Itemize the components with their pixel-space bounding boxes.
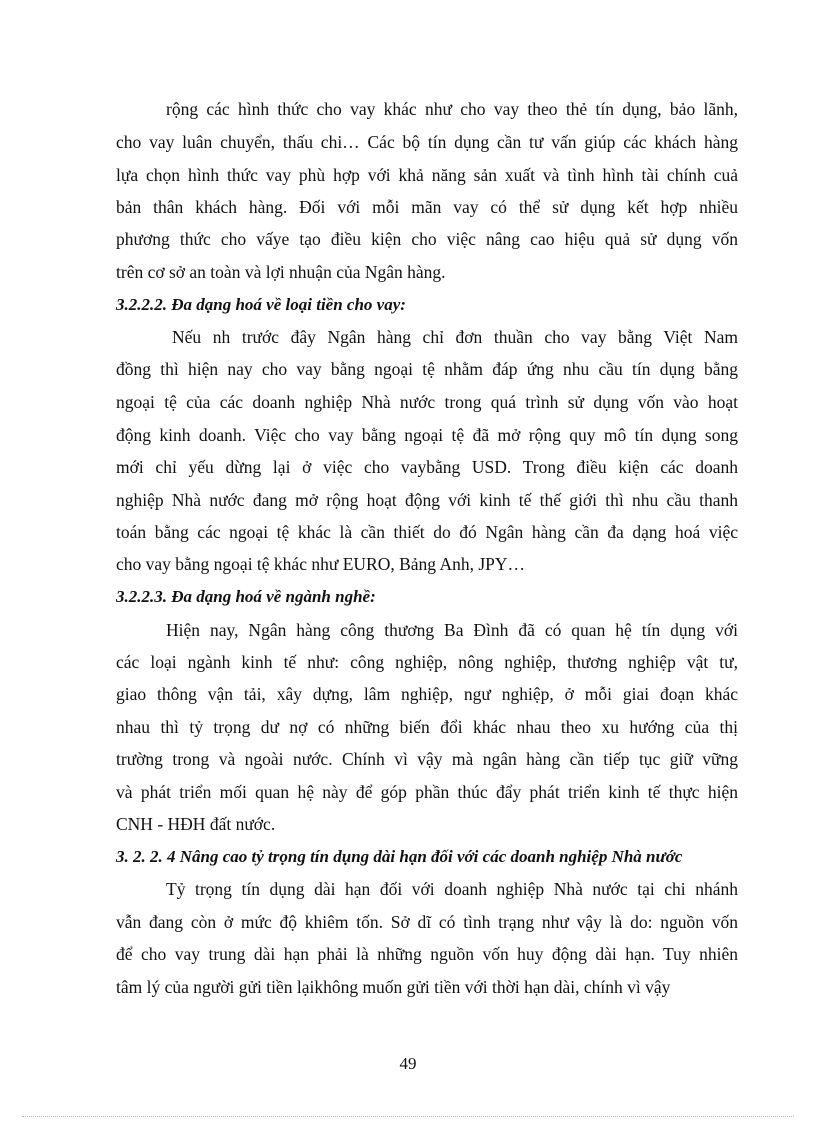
paragraph-line: toán bằng các ngoại tệ khác là cần thiết do đó Ngân hàng cần đa dạng hoá việc	[116, 522, 738, 542]
section-heading-3-2-2-3: 3.2.2.3. Đa dạng hoá về ngành nghề:	[116, 587, 376, 606]
paragraph-line: trường trong và ngoài nước. Chính vì vậy mà ngân hàng cần tiếp tục giữ vững	[116, 749, 738, 769]
paragraph-line: rộng các hình thức cho vay khác như cho vay theo thẻ tín dụng, bảo lãnh,	[166, 99, 738, 119]
paragraph-line: trên cơ sở an toàn và lợi nhuận của Ngân hàng.	[116, 262, 446, 282]
footer-divider	[22, 1116, 794, 1117]
paragraph-line: Tỷ trọng tín dụng dài hạn đối với doanh nghiệp Nhà nước tại chi nhánh	[166, 879, 738, 899]
section-heading-3-2-2-2: 3.2.2.2. Đa dạng hoá về loại tiền cho vay:	[116, 295, 406, 314]
paragraph-line: cho vay luân chuyển, thấu chi… Các bộ tín dụng cần tư vấn giúp các khách hàng	[116, 132, 738, 152]
paragraph-line: lựa chọn hình thức vay phù hợp với khả năng sản xuất và tình hình tài chính cuả	[116, 165, 738, 185]
paragraph-line: ngoại tệ của các doanh nghiệp Nhà nước trong quá trình sử dụng vốn vào hoạt	[116, 392, 738, 412]
paragraph-line: và phát triển mối quan hệ này để góp phần thúc đẩy phát triển kinh tế thực hiện	[116, 782, 738, 802]
page-number: 49	[399, 1054, 417, 1073]
paragraph-line: đồng thì hiện nay cho vay bằng ngoại tệ nhằm đáp ứng nhu cầu tín dụng bằng	[116, 359, 738, 379]
paragraph-line: vẫn đang còn ở mức độ khiêm tốn. Sở dĩ có tình trạng như vậy là do: nguồn vốn	[116, 912, 738, 932]
section-heading-3-2-2-4: 3. 2. 2. 4 Nâng cao tỷ trọng tín dụng dài hạn đối với các doanh nghiệp Nhà nước	[116, 847, 683, 866]
paragraph-line: Hiện nay, Ngân hàng công thương Ba Đình đã có quan hệ tín dụng với	[166, 620, 738, 640]
paragraph-line: mới chỉ yếu dừng lại ở việc cho vaybằng USD. Trong điều kiện các doanh	[116, 457, 738, 477]
paragraph-line: cho vay bằng ngoại tệ khác như EURO, Bảng Anh, JPY…	[116, 554, 526, 574]
paragraph-line: để cho vay trung dài hạn phải là những nguồn vốn huy động dài hạn. Tuy nhiên	[116, 944, 738, 964]
paragraph-line: phương thức cho vấye tạo điều kiện cho việc nâng cao hiệu quả sử dụng vốn	[116, 229, 738, 249]
paragraph-line: động kinh doanh. Việc cho vay bằng ngoại tệ đã mở rộng quy mô tín dụng song	[116, 425, 738, 445]
paragraph-line: tâm lý của người gửi tiền lạikhông muốn gửi tiền với thời hạn dài, chính vì vậy	[116, 977, 671, 997]
paragraph-line: CNH - HĐH đất nước.	[116, 814, 276, 834]
paragraph-line: nhau thì tỷ trọng dư nợ có những biến đổi khác nhau theo xu hướng của thị	[116, 717, 738, 737]
paragraph-line: giao thông vận tải, xây dựng, lâm nghiệp, ngư nghiệp, ở mỗi giai đoạn khác	[116, 684, 738, 704]
paragraph-line: bản thân khách hàng. Đối với mỗi mãn vay có thể sử dụng kết hợp nhiều	[116, 197, 738, 217]
paragraph-line: các loại ngành kinh tế như: công nghiệp, nông nghiệp, thương nghiệp vật tư,	[116, 652, 738, 672]
paragraph-line: Nếu nh trước đây Ngân hàng chỉ đơn thuần cho vay bằng Việt Nam	[172, 327, 738, 347]
paragraph-line: nghiệp Nhà nước đang mở rộng hoạt động với kinh tế thế giới thì nhu cầu thanh	[116, 490, 738, 510]
